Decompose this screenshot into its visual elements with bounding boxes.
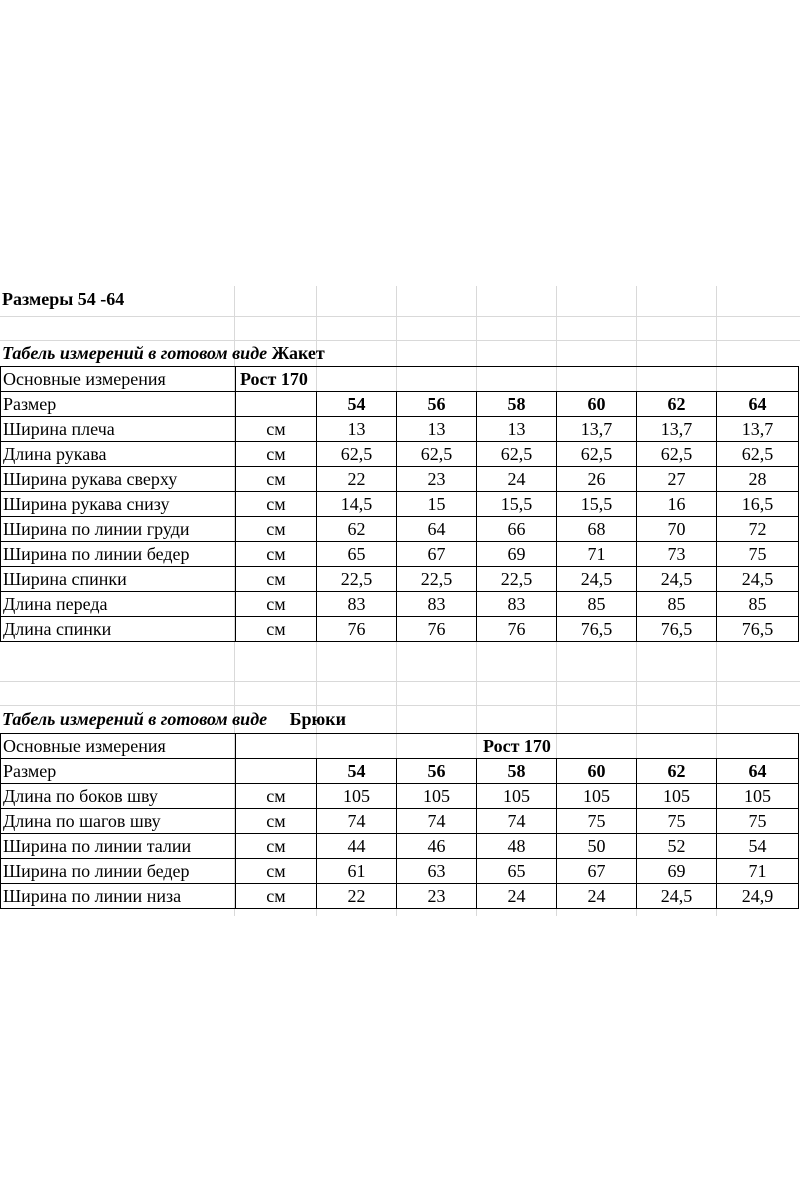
value-cell: 23 bbox=[397, 884, 477, 909]
value-cell: 15 bbox=[397, 492, 477, 517]
value-cell: 71 bbox=[557, 542, 637, 567]
measure-name: Ширина по линии низа bbox=[1, 884, 236, 909]
table-header-row bbox=[1, 734, 799, 759]
empty-cell bbox=[236, 392, 317, 417]
size-cell: 62 bbox=[637, 392, 717, 417]
value-cell: 105 bbox=[637, 784, 717, 809]
value-cell: 105 bbox=[317, 784, 397, 809]
table-row bbox=[1, 859, 799, 884]
value-cell: 16 bbox=[637, 492, 717, 517]
value-cell: 52 bbox=[637, 834, 717, 859]
measure-name: Длина рукава bbox=[1, 442, 236, 467]
measure-name: Ширина спинки bbox=[1, 567, 236, 592]
measure-name: Длина переда bbox=[1, 592, 236, 617]
value-cell: 15,5 bbox=[557, 492, 637, 517]
caption-garment: Брюки bbox=[289, 709, 347, 729]
value-cell: 13 bbox=[397, 417, 477, 442]
main-measurements-label: Основные измерения bbox=[1, 734, 236, 759]
table-row bbox=[1, 492, 799, 517]
table-row bbox=[1, 567, 799, 592]
value-cell: 50 bbox=[557, 834, 637, 859]
gridline bbox=[0, 316, 800, 317]
table-row bbox=[1, 784, 799, 809]
size-cell: 58 bbox=[477, 392, 557, 417]
value-cell: 67 bbox=[397, 542, 477, 567]
value-cell: 65 bbox=[477, 859, 557, 884]
table-row bbox=[1, 442, 799, 467]
value-cell: 22 bbox=[317, 467, 397, 492]
unit-cell: см bbox=[236, 417, 317, 442]
value-cell: 83 bbox=[397, 592, 477, 617]
jacket-table bbox=[0, 366, 799, 642]
value-cell: 63 bbox=[397, 859, 477, 884]
value-cell: 24 bbox=[557, 884, 637, 909]
table-row bbox=[1, 517, 799, 542]
measure-name: Ширина по линии бедер bbox=[1, 859, 236, 884]
value-cell: 73 bbox=[637, 542, 717, 567]
value-cell: 85 bbox=[717, 592, 799, 617]
value-cell: 22,5 bbox=[397, 567, 477, 592]
unit-cell: см bbox=[236, 784, 317, 809]
unit-cell: см bbox=[236, 492, 317, 517]
value-cell: 44 bbox=[317, 834, 397, 859]
trousers-table bbox=[0, 733, 799, 909]
value-cell: 22,5 bbox=[477, 567, 557, 592]
unit-cell: см bbox=[236, 859, 317, 884]
value-cell: 66 bbox=[477, 517, 557, 542]
value-cell: 13,7 bbox=[557, 417, 637, 442]
value-cell: 72 bbox=[717, 517, 799, 542]
measure-name: Ширина рукава снизу bbox=[1, 492, 236, 517]
value-cell: 24,5 bbox=[557, 567, 637, 592]
unit-cell: см bbox=[236, 567, 317, 592]
value-cell: 71 bbox=[717, 859, 799, 884]
size-row bbox=[1, 759, 799, 784]
gridline bbox=[0, 340, 800, 341]
caption-garment: Жакет bbox=[271, 343, 325, 363]
size-cell: 62 bbox=[637, 759, 717, 784]
table-row bbox=[1, 809, 799, 834]
unit-cell: см bbox=[236, 617, 317, 642]
unit-cell: см bbox=[236, 592, 317, 617]
measure-name: Ширина по линии бедер bbox=[1, 542, 236, 567]
unit-cell: см bbox=[236, 834, 317, 859]
caption-text: Табель измерений в готовом виде bbox=[2, 343, 268, 363]
value-cell: 46 bbox=[397, 834, 477, 859]
table-row bbox=[1, 467, 799, 492]
size-label: Размер bbox=[1, 759, 236, 784]
value-cell: 54 bbox=[717, 834, 799, 859]
size-cell: 64 bbox=[717, 759, 799, 784]
value-cell: 62,5 bbox=[717, 442, 799, 467]
measure-name: Длина спинки bbox=[1, 617, 236, 642]
table-row bbox=[1, 417, 799, 442]
main-measurements-label: Основные измерения bbox=[1, 367, 236, 392]
size-cell: 60 bbox=[557, 759, 637, 784]
value-cell: 75 bbox=[717, 809, 799, 834]
value-cell: 67 bbox=[557, 859, 637, 884]
value-cell: 26 bbox=[557, 467, 637, 492]
table-row bbox=[1, 617, 799, 642]
value-cell: 69 bbox=[477, 542, 557, 567]
value-cell: 13 bbox=[317, 417, 397, 442]
size-row bbox=[1, 392, 799, 417]
value-cell: 23 bbox=[397, 467, 477, 492]
value-cell: 85 bbox=[557, 592, 637, 617]
value-cell: 62,5 bbox=[637, 442, 717, 467]
value-cell: 62,5 bbox=[317, 442, 397, 467]
caption-text: Табель измерений в готовом виде bbox=[2, 709, 268, 729]
value-cell: 105 bbox=[477, 784, 557, 809]
value-cell: 48 bbox=[477, 834, 557, 859]
table-row bbox=[1, 542, 799, 567]
unit-cell: см bbox=[236, 542, 317, 567]
size-cell: 60 bbox=[557, 392, 637, 417]
value-cell: 70 bbox=[637, 517, 717, 542]
unit-cell: см bbox=[236, 517, 317, 542]
value-cell: 24,5 bbox=[717, 567, 799, 592]
table-row bbox=[1, 834, 799, 859]
value-cell: 62,5 bbox=[397, 442, 477, 467]
size-cell: 58 bbox=[477, 759, 557, 784]
measure-name: Ширина по линии талии bbox=[1, 834, 236, 859]
value-cell: 61 bbox=[317, 859, 397, 884]
value-cell: 83 bbox=[317, 592, 397, 617]
gridline bbox=[0, 705, 800, 706]
value-cell: 24,9 bbox=[717, 884, 799, 909]
value-cell: 76 bbox=[317, 617, 397, 642]
size-cell: 56 bbox=[397, 392, 477, 417]
value-cell: 22,5 bbox=[317, 567, 397, 592]
table-header-row bbox=[1, 367, 799, 392]
value-cell: 76,5 bbox=[637, 617, 717, 642]
unit-cell: см bbox=[236, 467, 317, 492]
value-cell: 64 bbox=[397, 517, 477, 542]
value-cell: 75 bbox=[717, 542, 799, 567]
size-cell: 54 bbox=[317, 759, 397, 784]
value-cell: 13 bbox=[477, 417, 557, 442]
value-cell: 74 bbox=[317, 809, 397, 834]
value-cell: 83 bbox=[477, 592, 557, 617]
value-cell: 62,5 bbox=[557, 442, 637, 467]
value-cell: 14,5 bbox=[317, 492, 397, 517]
measure-name: Ширина рукава сверху bbox=[1, 467, 236, 492]
value-cell: 16,5 bbox=[717, 492, 799, 517]
value-cell: 105 bbox=[397, 784, 477, 809]
value-cell: 68 bbox=[557, 517, 637, 542]
empty-cell bbox=[236, 759, 317, 784]
value-cell: 69 bbox=[637, 859, 717, 884]
unit-cell: см bbox=[236, 442, 317, 467]
value-cell: 24,5 bbox=[637, 884, 717, 909]
measure-name: Ширина по линии груди bbox=[1, 517, 236, 542]
value-cell: 76 bbox=[397, 617, 477, 642]
size-cell: 64 bbox=[717, 392, 799, 417]
value-cell: 13,7 bbox=[717, 417, 799, 442]
value-cell: 105 bbox=[717, 784, 799, 809]
measure-name: Длина по шагов шву bbox=[1, 809, 236, 834]
value-cell: 74 bbox=[397, 809, 477, 834]
value-cell: 76 bbox=[477, 617, 557, 642]
value-cell: 75 bbox=[637, 809, 717, 834]
value-cell: 85 bbox=[637, 592, 717, 617]
value-cell: 65 bbox=[317, 542, 397, 567]
measure-name: Длина по боков шву bbox=[1, 784, 236, 809]
measure-name: Ширина плеча bbox=[1, 417, 236, 442]
value-cell: 28 bbox=[717, 467, 799, 492]
value-cell: 24 bbox=[477, 884, 557, 909]
size-cell: 54 bbox=[317, 392, 397, 417]
table-row bbox=[1, 884, 799, 909]
section-caption-jacket bbox=[2, 343, 325, 364]
value-cell: 105 bbox=[557, 784, 637, 809]
table-row bbox=[1, 592, 799, 617]
value-cell: 74 bbox=[477, 809, 557, 834]
gridline bbox=[0, 681, 800, 682]
section-caption-trousers bbox=[2, 709, 346, 730]
value-cell: 22 bbox=[317, 884, 397, 909]
value-cell: 62 bbox=[317, 517, 397, 542]
value-cell: 27 bbox=[637, 467, 717, 492]
value-cell: 76,5 bbox=[557, 617, 637, 642]
page-title: Размеры 54 -64 bbox=[2, 289, 125, 309]
value-cell: 24 bbox=[477, 467, 557, 492]
size-cell: 56 bbox=[397, 759, 477, 784]
unit-cell: см bbox=[236, 884, 317, 909]
height-label: Рост 170 bbox=[236, 734, 799, 759]
size-label: Размер bbox=[1, 392, 236, 417]
value-cell: 75 bbox=[557, 809, 637, 834]
value-cell: 62,5 bbox=[477, 442, 557, 467]
value-cell: 15,5 bbox=[477, 492, 557, 517]
unit-cell: см bbox=[236, 809, 317, 834]
height-label: Рост 170 bbox=[236, 367, 799, 392]
value-cell: 13,7 bbox=[637, 417, 717, 442]
value-cell: 76,5 bbox=[717, 617, 799, 642]
value-cell: 24,5 bbox=[637, 567, 717, 592]
